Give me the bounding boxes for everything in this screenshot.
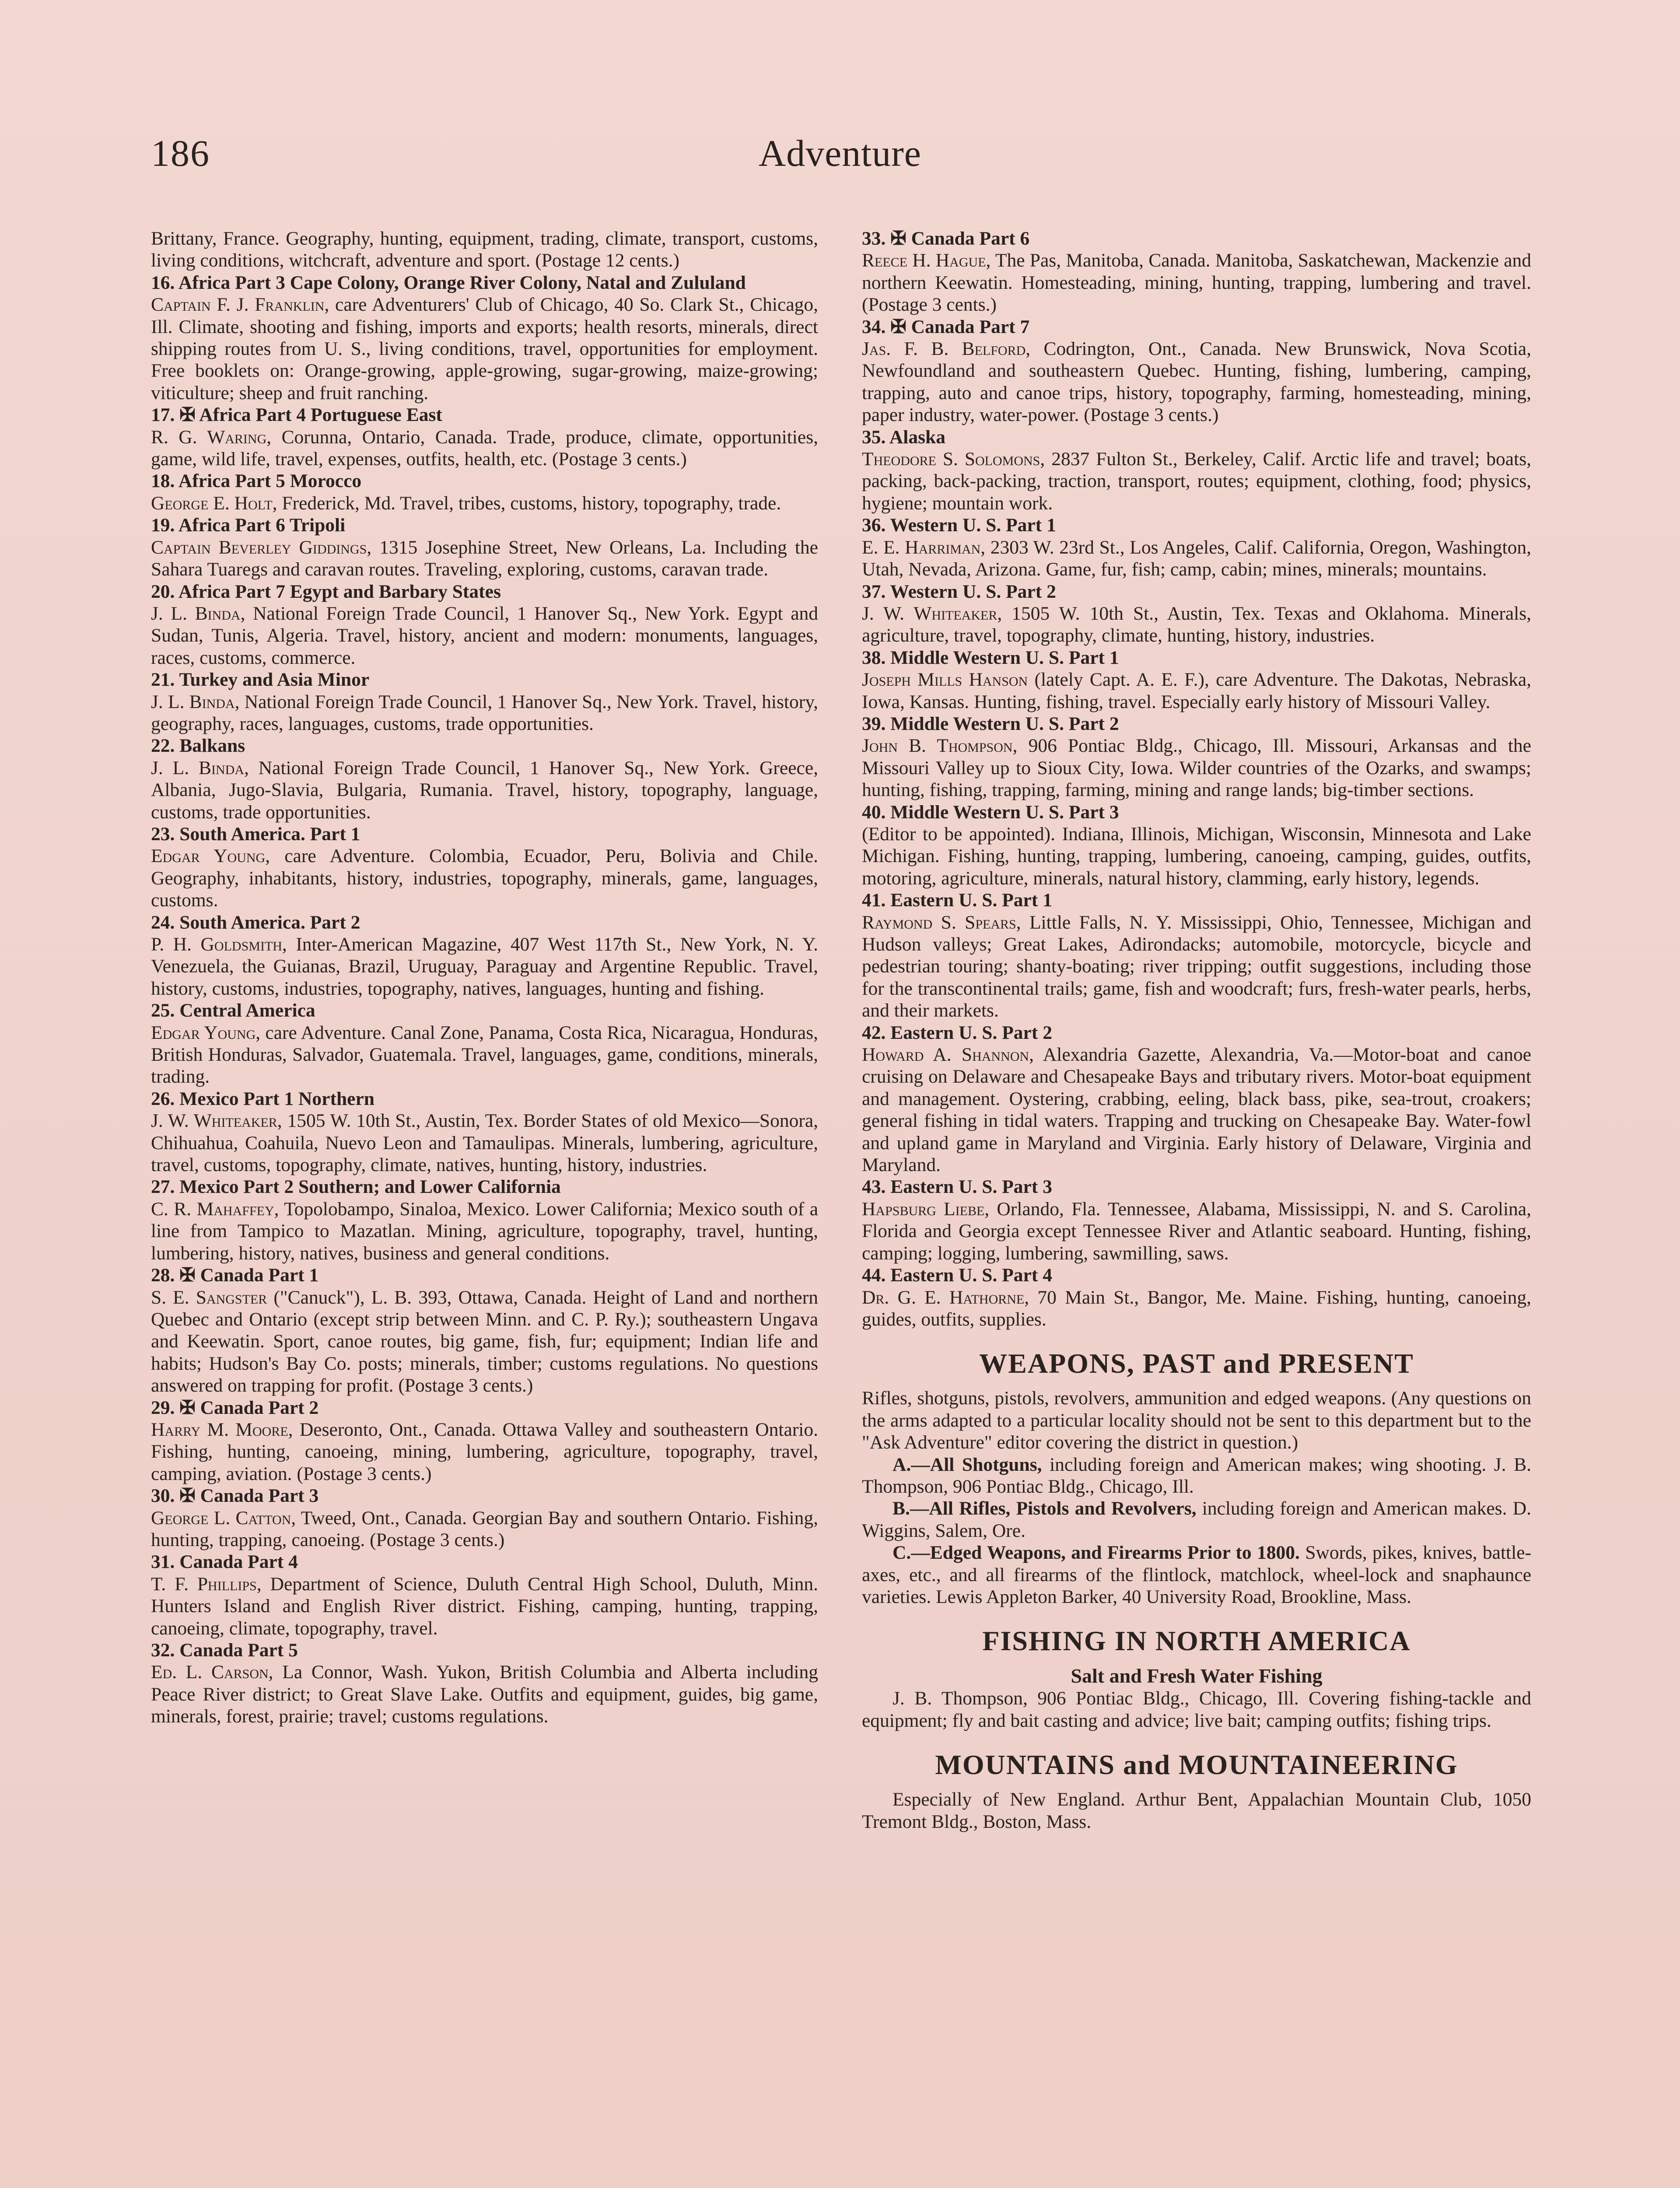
entry-text: Brittany, France. Geography, hunting, equipment, trading, climate, transport, customs, living conditions, witchcraft, adventure and sport. (Postage 12 cents.) [151,228,818,271]
entry-number: 17. [151,404,175,426]
weapons-item-heading: C.—Edged Weapons, and Firearms Prior to 1800. [892,1542,1300,1564]
entry-title: Canada Part 2 [200,1397,319,1418]
editor-name: S. E. Sangster [151,1287,267,1308]
entry-title: Canada Part 3 [200,1485,319,1507]
directory-entry [862,514,1531,580]
weapons-section [862,1348,1531,1608]
entry-heading [151,1088,818,1110]
entry-title: South America. Part 1 [179,823,360,845]
editor-name: J. L. Binda, [151,691,240,712]
entry-number: 25. [151,1000,175,1021]
entry-title: Africa Part 6 Tripoli [178,515,346,536]
directory-entry [862,426,1531,515]
maltese-cross-icon: ✠ [179,1397,196,1418]
editor-name: Harry M. Moore, [151,1419,293,1440]
directory-entry [151,1176,818,1264]
entry-body [862,338,1531,426]
maltese-cross-icon: ✠ [890,228,906,249]
directory-entry [862,801,1531,890]
entry-heading [862,801,1531,823]
entry-heading [151,1176,818,1198]
directory-entry [862,228,1531,316]
entry-text: Deseronto, Ont., Canada. Ottawa Valley and southeastern Ontario. Fishing, hunting, canoeing, mining, lumbering, agriculture, topography, travel, camping, aviation. (Postage 3 cents.) [151,1419,819,1484]
directory-entry [151,1397,818,1485]
entry-text: La Connor, Wash. Yukon, British Columbia and Alberta including Peace River district; to Great Slave Lake. Outfits and equipment, guides, big game, minerals, forest, prairie; travel; customs regulations. [151,1662,819,1727]
entry-heading [862,1264,1531,1286]
directory-entry [151,470,818,514]
editor-name: Hapsburg Liebe, [862,1198,990,1220]
weapons-item-heading: A.—All Shotguns, [892,1454,1042,1475]
weapons-item [862,1454,1531,1498]
entry-text: National Foreign Trade Council, 1 Hanover Sq., New York. Egypt and Sudan, Tunis, Algeria. Travel, history, ancient and modern: monuments, languages, races, customs, commerce. [151,603,819,668]
entry-number: 28. [151,1265,175,1286]
entry-heading [151,1397,818,1419]
entry-number: 31. [151,1551,175,1573]
entry-body [862,1198,1531,1264]
entry-text: Little Falls, N. Y. Mississippi, Ohio, Tennessee, Michigan and Hudson valleys; Great Lakes, Adirondacks; automobile, motorcycle, bicycle and pedestrian touring; shanty-boating; river tripping; outfit suggestions, including those for the transcontinental trails; game, fish and woodcraft; furs, fresh-water pearls, herbs, and their markets. [862,912,1531,1021]
directory-entry [151,735,818,823]
mountains-title: MOUNTAINS and MOUNTAINEERING [935,1749,1458,1781]
directory-entry [151,514,818,580]
directory-entry [151,1551,818,1639]
weapons-item [862,1497,1531,1542]
entry-number: 22. [151,735,175,757]
entry-text: Orlando, Fla. Tennessee, Alabama, Mississippi, N. and S. Carolina, Florida and Georgia except Tennessee River and Atlantic seaboard. Hunting, fishing, camping; logging, lumbering, sawmilling, saws. [862,1198,1531,1264]
editor-name: R. G. Waring, [151,426,272,448]
entry-body [151,228,818,272]
directory-entry [151,228,818,272]
entry-title: Canada Part 5 [179,1640,298,1661]
entry-number: 30. [151,1485,175,1507]
entry-text: 1505 W. 10th St., Austin, Tex. Texas and Oklahoma. Minerals, agriculture, travel, topography, climate, hunting, history, industries. [862,603,1532,646]
entry-number: 20. [151,581,175,602]
entry-body [151,1110,818,1176]
editor-name: George L. Catton, [151,1507,296,1529]
entry-number: 41. [862,890,886,911]
editor-name: Reece H. Hague, [862,250,991,271]
directory-entry [862,713,1531,801]
entry-number: 23. [151,823,175,845]
entry-title: Middle Western U. S. Part 2 [890,713,1119,734]
entry-number: 37. [862,581,886,602]
entry-body [862,448,1531,514]
editor-name: Captain F. J. Franklin, [151,294,329,316]
directory-entry [862,1176,1531,1264]
entry-heading [151,470,818,492]
entry-title: Mexico Part 1 Northern [179,1088,374,1109]
entry-text: Corunna, Ontario, Canada. Trade, produce, climate, opportunities, game, wild life, travel, expenses, outfits, health, etc. (Postage 3 cents.) [151,426,818,470]
entry-number: 34. [862,316,886,337]
editor-name: Joseph Mills Hanson [862,669,1028,691]
fishing-subtitle: Salt and Fresh Water Fishing [1071,1665,1323,1687]
fishing-section [862,1625,1531,1732]
entry-title: Eastern U. S. Part 3 [890,1176,1052,1198]
entry-text: National Foreign Trade Council, 1 Hanover Sq., New York. Greece, Albania, Jugo-Slavia, Bulgaria, Rumania. Travel, history, topography, language, customs, trade opportunities. [151,757,819,823]
editor-name: Howard A. Shannon, [862,1044,1034,1066]
entry-title: Middle Western U. S. Part 3 [890,801,1119,823]
entry-body [862,536,1531,581]
entry-number: 27. [151,1176,175,1198]
entry-title: Canada Part 1 [200,1265,319,1286]
entry-title: Eastern U. S. Part 2 [890,1022,1052,1043]
editor-name: John B. Thompson, [862,735,1018,757]
entry-heading [151,581,818,603]
entry-number: 16. [151,272,175,293]
entry-number: 29. [151,1397,175,1418]
directory-entry [862,647,1531,713]
entry-text: Tweed, Ont., Canada. Georgian Bay and southern Ontario. Fishing, hunting, trapping, canoeing. (Postage 3 cents.) [151,1507,818,1550]
entry-title: Eastern U. S. Part 4 [890,1265,1052,1286]
weapons-item-text: including foreign and American makes; wing shooting. J. B. Thompson, 906 Pontiac Bldg., Chicago, Ill. [862,1454,1531,1497]
directory-entry [151,1639,818,1728]
directory-entry [151,912,818,1000]
entry-body [151,426,818,470]
entry-body [862,735,1531,801]
editor-name: E. E. Harriman, [862,536,986,558]
entry-title: Turkey and Asia Minor [179,669,370,691]
directory-entry [862,889,1531,1021]
entry-text: 2303 W. 23rd St., Los Angeles, Calif. California, Oregon, Washington, Utah, Nevada, Arizona. Game, fur, fish; camp, cabin; mines, minerals; mountains. [862,536,1531,580]
entry-title: Middle Western U. S. Part 1 [890,647,1119,668]
entry-number: 26. [151,1088,175,1109]
entry-title: Balkans [179,735,245,757]
entry-heading [151,1264,818,1286]
entry-text: (Editor to be appointed). Indiana, Illinois, Michigan, Wisconsin, Minnesota and Lake Michigan. Fishing, hunting, trapping, lumbering, canoeing, camping, guides, outfits, motoring, agriculture, minerals, natural history, clamming, early history, legends. [862,823,1531,889]
entry-number: 43. [862,1176,886,1198]
entry-text: National Foreign Trade Council, 1 Hanover Sq., New York. Travel, history, geography, races, languages, customs, trade opportunities. [151,691,818,734]
entry-heading [862,889,1531,911]
entry-body [862,912,1531,1022]
entry-body [151,294,818,404]
entry-number: 18. [151,470,175,492]
entry-heading [862,647,1531,669]
directory-entry [151,581,818,669]
entry-body [862,603,1531,647]
editor-name: C. R. Mahaffey, [151,1198,279,1220]
entry-text: 70 Main St., Bangor, Me. Maine. Fishing, hunting, canoeing, guides, outfits, supplies. [862,1287,1531,1330]
entry-body [862,669,1531,713]
entry-text: Topolobampo, Sinaloa, Mexico. Lower California; Mexico south of a line from Tampico to Mazatlan. Mining, agriculture, topography, travel, hunting, lumbering, history, natives, business and general conditions. [151,1198,819,1264]
weapons-item-heading: B.—All Rifles, Pistols and Revolvers, [892,1498,1197,1519]
entry-heading [151,1485,818,1507]
directory-entry [151,823,818,912]
directory-entry [862,581,1531,647]
running-title: Adventure [759,132,921,174]
mountains-text: Especially of New England. Arthur Bent, Appalachian Mountain Club, 1050 Tremont Bldg., Boston, Mass. [862,1789,1531,1832]
directory-entry [151,404,818,470]
weapons-item-text: including foreign and American makes. D. Wiggins, Salem, Ore. [862,1498,1532,1541]
entry-text: Frederick, Md. Travel, tribes, customs, history, topography, trade. [282,492,781,514]
entry-body [862,1044,1531,1176]
entry-number: 39. [862,713,886,734]
entry-number: 40. [862,801,886,823]
directory-entry [151,999,818,1088]
editor-name: J. L. Binda, [151,603,245,624]
entry-heading [151,823,818,845]
entry-title: Canada Part 7 [911,316,1030,337]
entry-text: Inter-American Magazine, 407 West 117th St., New York, N. Y. Venezuela, the Guianas, Brazil, Uruguay, Paraguay and Argentine Republic. Travel, history, customs, industries, topography, natives, languages, hunting and fishing. [151,934,818,999]
entry-title: Central America [179,1000,315,1021]
weapons-items [862,1454,1531,1608]
entry-body [151,933,818,999]
entry-text: 906 Pontiac Bldg., Chicago, Ill. Missouri, Arkansas and the Missouri Valley up to Sioux City, Iowa. Wilder countries of the Ozarks, and swamps; hunting, fishing, trapping, farming, mining and range lands; big-timber sections. [862,735,1531,801]
entry-heading [862,1022,1531,1044]
entry-number: 36. [862,515,886,536]
entry-body [151,1198,818,1264]
fishing-title: FISHING IN NORTH AMERICA [982,1625,1411,1657]
editor-name: Captain Beverley Giddings, [151,536,372,558]
weapons-item-text: Swords, pikes, knives, battle-axes, etc., and all firearms of the flintlock, matchlock, wheel-lock and snaphaunce varieties. Lewis Appleton Barker, 40 University Road, Brookline, Mass. [862,1542,1531,1607]
entry-number: 19. [151,515,175,536]
entry-title: Africa Part 4 Portuguese East [199,404,442,426]
directory-entry [151,669,818,735]
entry-text: Codrington, Ont., Canada. New Brunswick, Nova Scotia, Newfoundland and southeastern Quebec. Hunting, fishing, lumbering, camping, trapping, auto and canoe trips, history, topography, farming, homesteading, mining, paper industry, water-power. (Postage 3 cents.) [862,338,1531,426]
entry-heading [862,713,1531,735]
editor-name: J. W. Whiteaker, [151,1110,282,1132]
page-number: 186 [151,132,210,174]
entry-title: South America. Part 2 [179,912,360,933]
left-column [151,228,818,1728]
editor-name: Edgar Young, [151,845,270,867]
entry-body [151,1022,818,1088]
entry-text: 1315 Josephine Street, New Orleans, La. Including the Sahara Tuaregs and caravan routes. Traveling, exploring, customs, caravan trade. [151,536,818,580]
maltese-cross-icon: ✠ [179,1265,196,1286]
entry-heading [862,426,1531,448]
mountains-section [862,1749,1531,1833]
editor-name: Raymond S. Spears, [862,912,1021,933]
weapons-intro: Rifles, shotguns, pistols, revolvers, ammunition and edged weapons. (Any questions on the arms adapted to a particular locality should not be sent to this department but to the "Ask Adventure" editor covering the district in question.) [862,1388,1531,1453]
entry-title: Eastern U. S. Part 1 [890,890,1052,911]
editor-name: P. H. Goldsmith, [151,934,287,955]
entry-body [151,1661,818,1727]
entry-heading [151,1639,818,1661]
directory-entry [151,1088,818,1176]
entry-heading [862,514,1531,536]
directory-entry [151,272,818,404]
entry-heading [862,581,1531,603]
entry-body [151,691,818,735]
directory-entry [151,1264,818,1396]
entry-heading [862,1176,1531,1198]
entry-text: care Adventure. Colombia, Ecuador, Peru, Bolivia and Chile. Geography, inhabitants, history, industries, topography, minerals, game, languages, customs. [151,845,818,911]
entry-body [151,1419,818,1485]
entry-number: 21. [151,669,175,691]
editor-name: J. L. Binda, [151,757,249,778]
directory-entry [862,316,1531,426]
editor-name: Edgar Young, [151,1022,261,1043]
weapons-title: WEAPONS, PAST and PRESENT [979,1348,1414,1379]
entry-text: care Adventurers' Club of Chicago, 40 So. Clark St., Chicago, Ill. Climate, shooting and fishing, imports and exports; health resorts, minerals, direct shipping routes from U. S., living conditions, travel, opportunities for employment. Free booklets on: Orange-growing, apple-growing, sugar-growing, maize-growing; viticulture; sheep and fruit ranching. [151,294,819,403]
entry-number: 32. [151,1640,175,1661]
entry-body [151,1287,818,1397]
entry-number: 38. [862,647,886,668]
entry-title: Africa Part 5 Morocco [178,470,362,492]
right-entries [862,228,1531,1330]
maltese-cross-icon: ✠ [890,316,906,337]
entry-number: 33. [862,228,886,249]
entry-text: care Adventure. Canal Zone, Panama, Costa Rica, Nicaragua, Honduras, British Honduras, Salvador, Guatemala. Travel, languages, game, conditions, minerals, trading. [151,1022,818,1087]
entry-title: Alaska [889,426,945,448]
entry-body [151,1573,818,1639]
weapons-item [862,1542,1531,1608]
entry-heading [151,735,818,757]
entry-heading [151,514,818,536]
entry-title: Africa Part 7 Egypt and Barbary States [178,581,501,602]
editor-name: Dr. G. E. Hathorne, [862,1287,1029,1308]
right-column [862,228,1531,1833]
entry-number: 42. [862,1022,886,1043]
entry-body [151,1507,818,1551]
entry-body [151,492,818,514]
entry-title: Western U. S. Part 2 [890,581,1056,602]
fishing-text: J. B. Thompson, 906 Pontiac Bldg., Chicago, Ill. Covering fishing-tackle and equipment; fly and bait casting and advice; live bait; camping outfits; fishing trips. [862,1688,1531,1731]
entry-heading [151,272,818,294]
entry-text: 2837 Fulton St., Berkeley, Calif. Arctic life and travel; boats, packing, back-packing, traction, transport, routes; equipment, clothing, food; physics, hygiene; mountain work. [862,449,1532,514]
editor-name: Ed. L. Carson, [151,1662,273,1683]
entry-number: 35. [862,426,886,448]
entry-title: Canada Part 4 [179,1551,298,1573]
entry-text: Department of Science, Duluth Central High School, Duluth, Minn. Hunters Island and English River district. Fishing, camping, hunting, trapping, canoeing, climate, topography, travel. [151,1573,818,1639]
entry-body [862,823,1531,889]
entry-heading [151,404,818,426]
entry-title: Mexico Part 2 Southern; and Lower California [179,1176,561,1198]
entry-text: 1505 W. 10th St., Austin, Tex. Border States of old Mexico—Sonora, Chihuahua, Coahuila, Nuevo Leon and Tamaulipas. Minerals, lumbering, agriculture, travel, customs, topography, climate, natives, hunting, history, industries. [151,1110,819,1176]
maltese-cross-icon: ✠ [179,1485,196,1507]
editor-name: George E. Holt, [151,492,277,514]
entry-heading [151,1551,818,1573]
entry-title: Africa Part 3 Cape Colony, Orange River Colony, Natal and Zululand [178,272,746,293]
directory-entry [151,1485,818,1551]
entry-heading [151,669,818,691]
entry-body [862,1287,1531,1331]
entry-body [151,536,818,581]
entry-heading [151,912,818,933]
entry-heading [862,316,1531,338]
entry-heading [151,999,818,1021]
entry-text: (lately Capt. A. E. F.), care Adventure. The Dakotas, Nebraska, Iowa, Kansas. Hunting, fishing, travel. Especially early history of Missouri Valley. [862,669,1531,712]
entry-text: The Pas, Manitoba, Canada. Manitoba, Saskatchewan, Mackenzie and northern Keewatin. Homesteading, mining, hunting, trapping, lumbering and travel. (Postage 3 cents.) [862,250,1532,316]
entry-body [151,845,818,911]
editor-name: Jas. F. B. Belford, [862,338,1031,360]
entry-number: 44. [862,1265,886,1286]
directory-entry [862,1022,1531,1176]
entry-title: Western U. S. Part 1 [890,515,1056,536]
page-header [151,131,1529,184]
entry-text: Alexandria Gazette, Alexandria, Va.—Motor-boat and canoe cruising on Delaware and Chesapeake Bays and tributary rivers. Motor-boat equipment and management. Oystering, crabbing, eeling, black bass, pike, sea-trout, croakers; general fishing in tidal waters. Trapping and trucking on Chesapeake Bay. Water-fowl and upland game in Maryland and Virginia. Early history of Delaware, Virginia and Maryland. [862,1044,1531,1176]
entry-number: 24. [151,912,175,933]
directory-entry [862,1264,1531,1330]
entry-title: Canada Part 6 [911,228,1030,249]
editor-name: T. F. Phillips, [151,1573,262,1595]
entry-body [151,757,818,823]
entry-text: ("Canuck"), L. B. 393, Ottawa, Canada. Height of Land and northern Quebec and Ontario (except strip between Minn. and C. P. Ry.); southeastern Ungava and Keewatin. Sport, canoe routes, big game, fish, fur; equipment; Indian life and habits; Hudson's Bay Co. posts; minerals, timber; customs regulations. No questions answered on trapping for profit. (Postage 3 cents.) [151,1287,819,1396]
maltese-cross-icon: ✠ [179,404,196,426]
entry-body [862,249,1531,316]
editor-name: J. W. Whiteaker, [862,603,1002,624]
entry-heading [862,228,1531,249]
editor-name: Theodore S. Solomons, [862,449,1045,470]
entry-body [151,603,818,669]
